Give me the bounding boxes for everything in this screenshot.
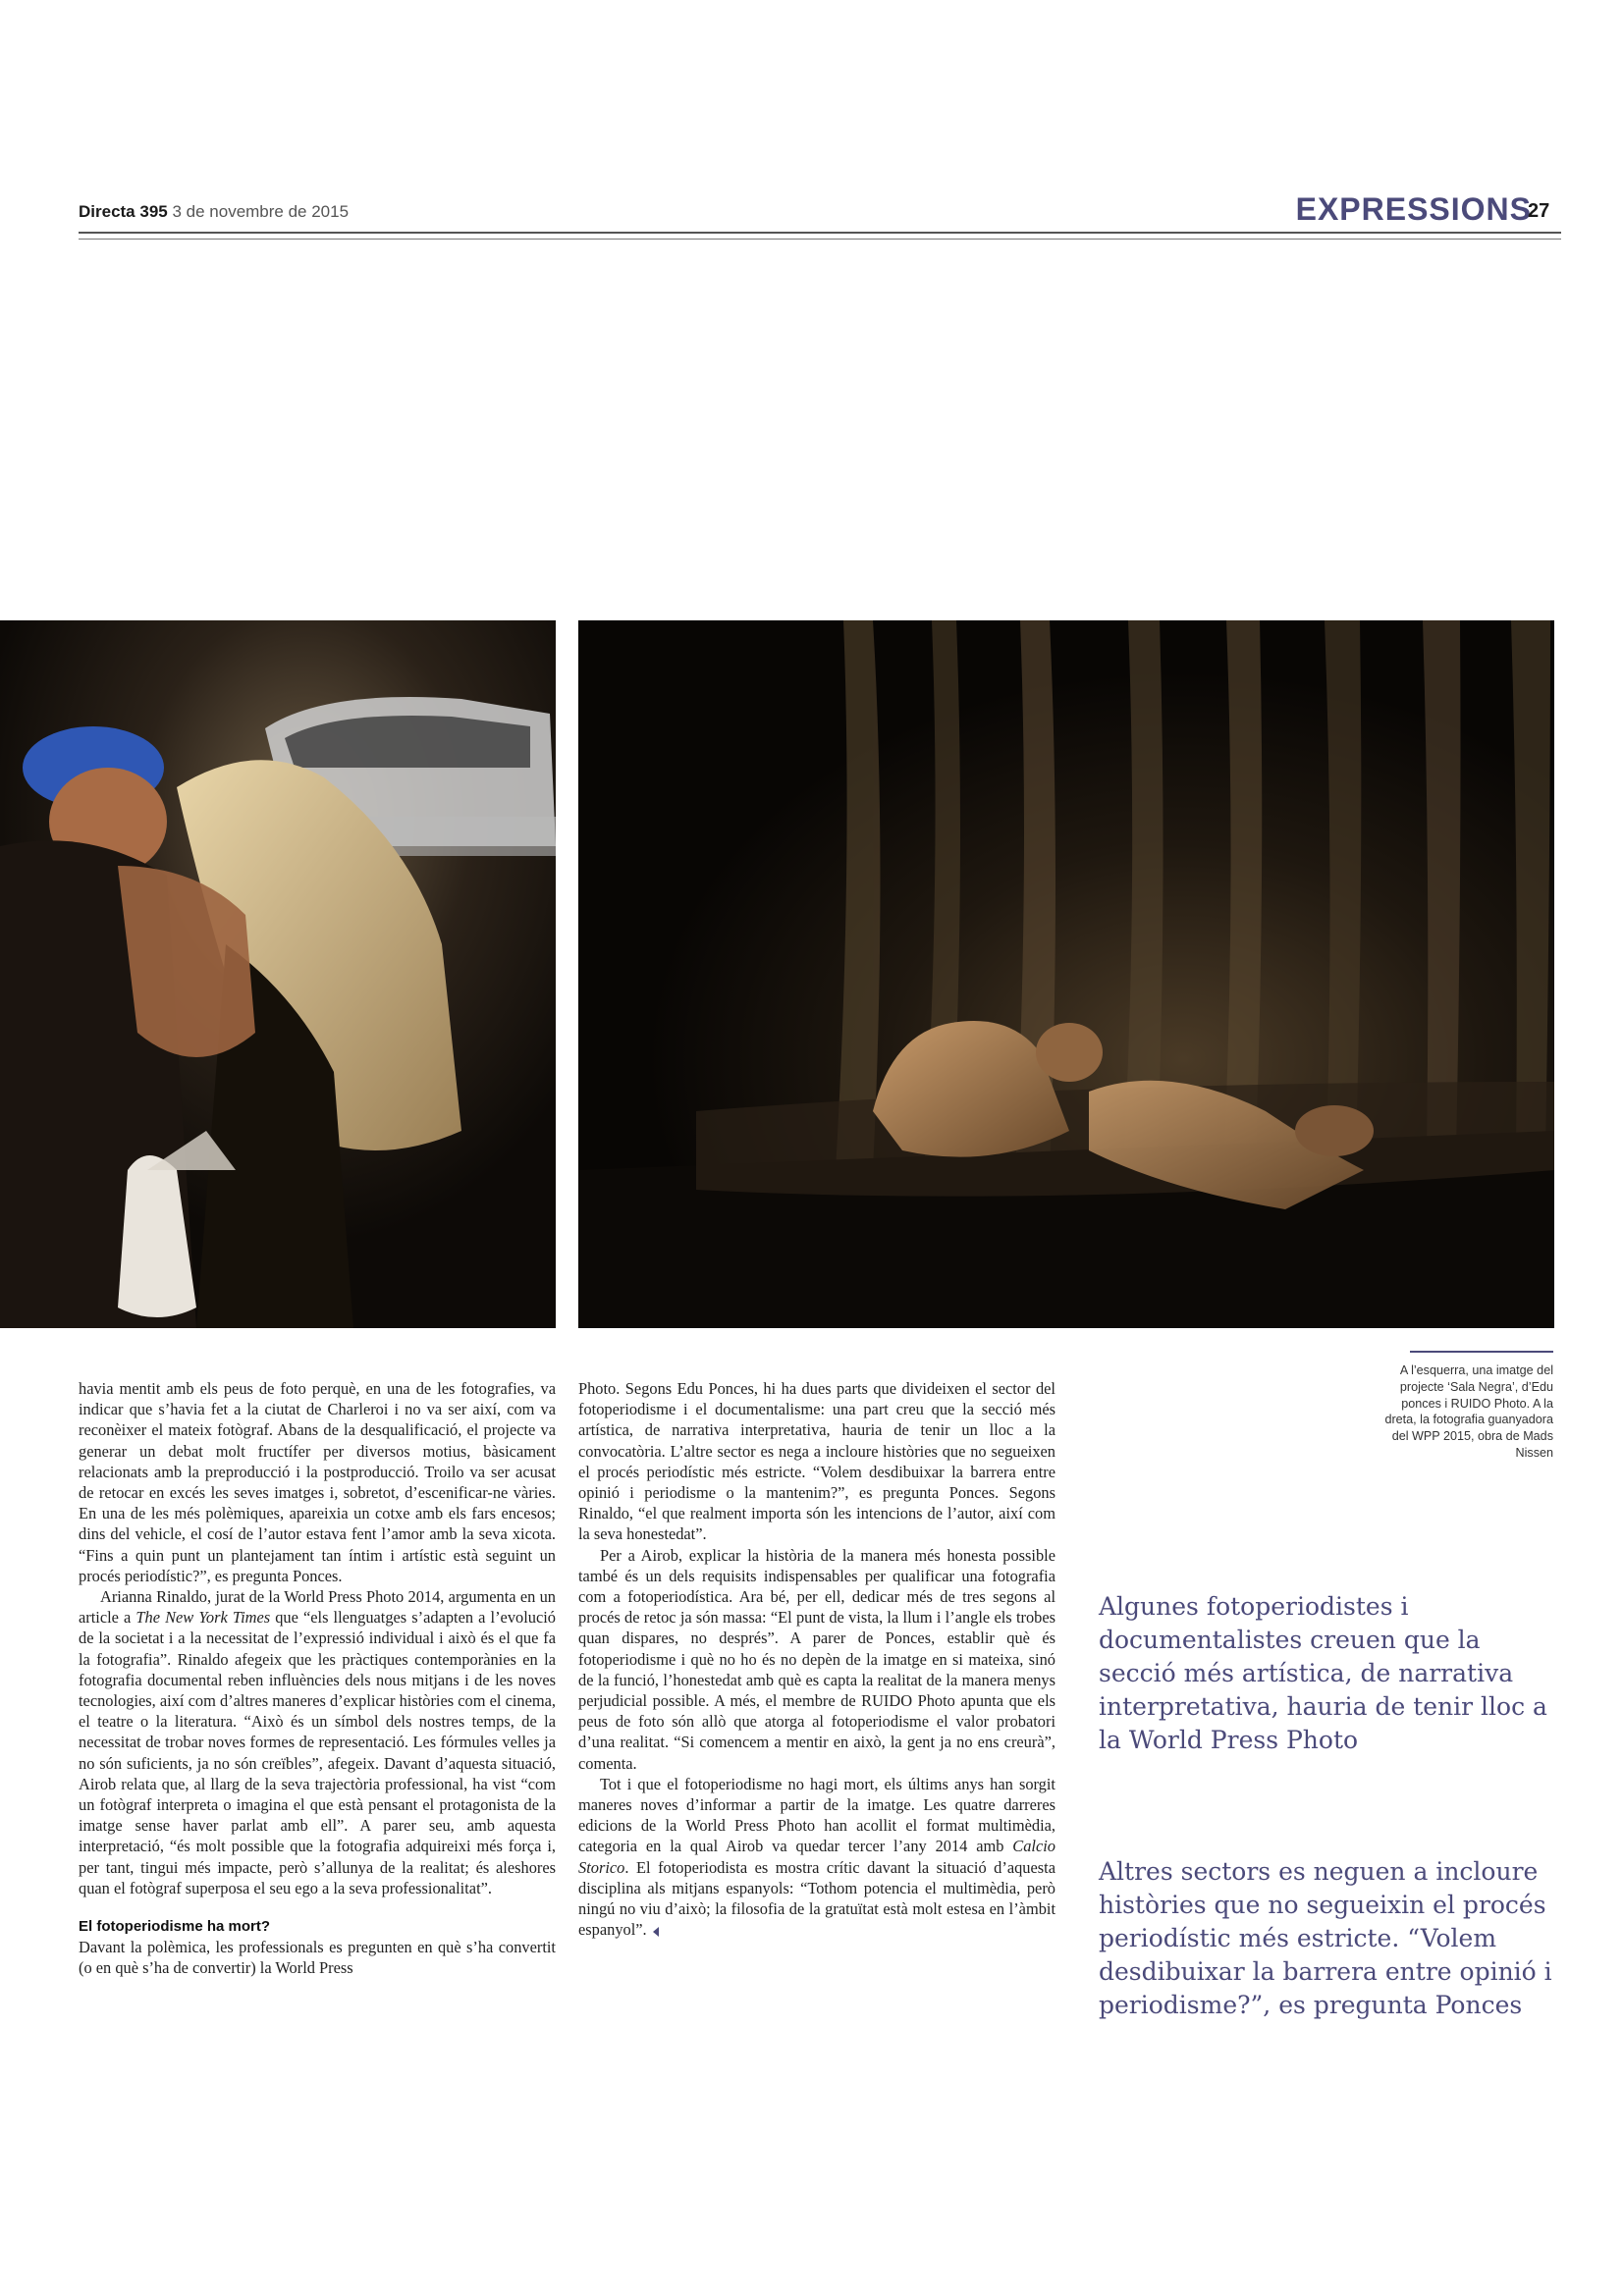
page-number: 27 <box>1528 200 1550 222</box>
pull-quote-2: Altres sectors es neguen a incloure històries que no segueixin el procés periodístic més estricte. “Volem desdibuixar la barrera entre opinió i periodisme?”, es pregunta Ponces <box>1099 1857 1552 2019</box>
newspaper-title: The New York Times <box>135 1608 271 1628</box>
paragraph-text: Tot i que el fotoperiodisme no hagi mort, els últims anys han sorgit maneres noves d’informar a partir de la imatge. Les quatre darreres edicions de la World Press Photo han acollit el format multimèdia, categoria en la qual Airob va quedar tercer l’any 2014 amb <box>578 1774 1055 1856</box>
issue-date: 3 de novembre de 2015 <box>172 202 350 221</box>
paragraph-text: . El fotoperiodista es mostra crític davant la situació d’aquesta disciplina als mitjans espanyols: “Tothom potencia el multimèdia, però ningú no viu d’això; la filosofia de la gratuïtat està molt estesa en l’àmbit espanyol”. <box>578 1857 1055 1940</box>
photo-caption: A l’esquerra, una imatge del projecte ‘Sala Negra’, d’Edu ponces i RUIDO Photo. A la dreta, la fotografia guanyadora del WPP 2015, obra de Mads Nissen <box>1384 1363 1553 1460</box>
photo-wpp-2015 <box>578 620 1554 1328</box>
paragraph: Davant la polèmica, les professionals es pregunten en què s’ha convertit (o en què s’ha de convertir) la World Press <box>79 1938 556 1978</box>
paragraph: havia mentit amb els peus de foto perquè, en una de les fotografies, va indicar que s’havia fet a la ciutat de Charleroi i no va ser així, com va reconèixer el mateix fotògraf. Abans de la desqualificació, el projecte va generar un debat molt fructífer per diversos motius, bàsicament relacionats amb la preproducció i la postproducció. Troilo va ser acusat de retocar en excés les seves imatges i, sobretot, d’escenificar-ne vàries. En una de les més polèmiques, apareixia un cotxe amb els fars encesos; dins del vehicle, el cosí de l’autor estava fent l’amor amb la seva xicota. “Fins a quin punt un plantejament tan íntim i artístic està seguint un procés periodístic?”, es pregunta Ponces. <box>79 1379 556 1585</box>
article-column-1 <box>79 1378 556 1978</box>
paragraph: Photo. Segons Edu Ponces, hi ha dues parts que divideixen el sector del fotoperiodisme i el documentalisme: una part creu que la secció més artística, de narrativa interpretativa, hauria de tenir un lloc a la convocatòria. L’altre sector es nega a incloure històries que no segueixen el procés periodístic més estricte. “Volem desdibuixar la barrera entre opinió i periodisme o la mantenim?”, es pregunta Ponces. Segons Rinaldo, “el que realment importa són les intencions de l’autor, així com la seva honestedat”. <box>578 1379 1055 1544</box>
header-rule <box>79 232 1561 234</box>
paragraph-text: que “els llenguatges s’adapten a l’evolució de la societat i a la necessitat de l’expressió individual i això és el que fa la fotografia”. Rinaldo afegeix que les pràctiques contemporànies en la fotografia documental reben influències dels nous mitjans i de les noves tecnologies, així com d’altres maneres d’explicar històries com el cinema, el teatre o la literatura. “Això és un símbol dels nostres temps, de la necessitat de trobar noves formes de representació. Les fórmules velles ja no són suficients, ja no són creïbles”, afegeix. Davant d’aquesta situació, Airob relata que, al llarg de la seva trajectòria professional, ha vist “com un fotògraf interpreta o imagina el que està pensant el protagonista de la imatge sense haver parlat amb ell”. A parer seu, amb aquesta interpretació, “és molt possible que la fotografia adquireixi més força i, per tant, tingui més impacte, però s’allunya de la realitat; és aleshores quan el fotògraf superposa el seu ego a la seva professionalitat”. <box>79 1608 556 1897</box>
pull-quote-1: Algunes fotoperiodistes i documentalistes creuen que la secció més artística, de narrativa interpretativa, hauria de tenir lloc a la World Press Photo <box>1099 1592 1547 1754</box>
section-title: EXPRESSIONS <box>1295 191 1532 227</box>
article-column-2 <box>578 1378 1055 1940</box>
caption-rule <box>1410 1351 1553 1353</box>
triangle-left-icon <box>653 1927 659 1937</box>
section-subhead: El fotoperiodisme ha mort? <box>79 1918 271 1936</box>
paragraph: Per a Airob, explicar la història de la manera més honesta possible també és un dels requisits indispensables per qualificar una fotografia com a fotoperiodística. Ara bé, per ell, dedicar més de tres segons al procés de retoc ja són massa: “El punt de vista, la llum i l’angle els trobes quan dispares, no després”. A parer de Ponces, establir què és fotoperiodisme i què no ho és no depèn de la imatge en si mateixa, sinó de la funció, l’honestedat amb què es capta la realitat de la manera menys perjudicial possible. A més, el membre de RUIDO Photo apunta que els peus de foto són allò que atorga al fotoperiodisme el valor probatori d’una realitat. “Si comencem a mentir en això, la gent ja no ens creurà”, comenta. <box>578 1545 1055 1773</box>
paragraph <box>79 1586 556 1898</box>
paragraph-text: Arianna Rinaldo, jurat de la World Press Photo 2014, argumenta en un article a <box>79 1587 556 1628</box>
header-rule-thin <box>79 239 1561 240</box>
paragraph <box>578 1774 1055 1941</box>
work-title: Calcio Storico <box>578 1837 1055 1877</box>
photo-sala-negra <box>0 620 556 1328</box>
publication-name: Directa 395 <box>79 202 168 221</box>
page-header-left <box>79 202 349 222</box>
